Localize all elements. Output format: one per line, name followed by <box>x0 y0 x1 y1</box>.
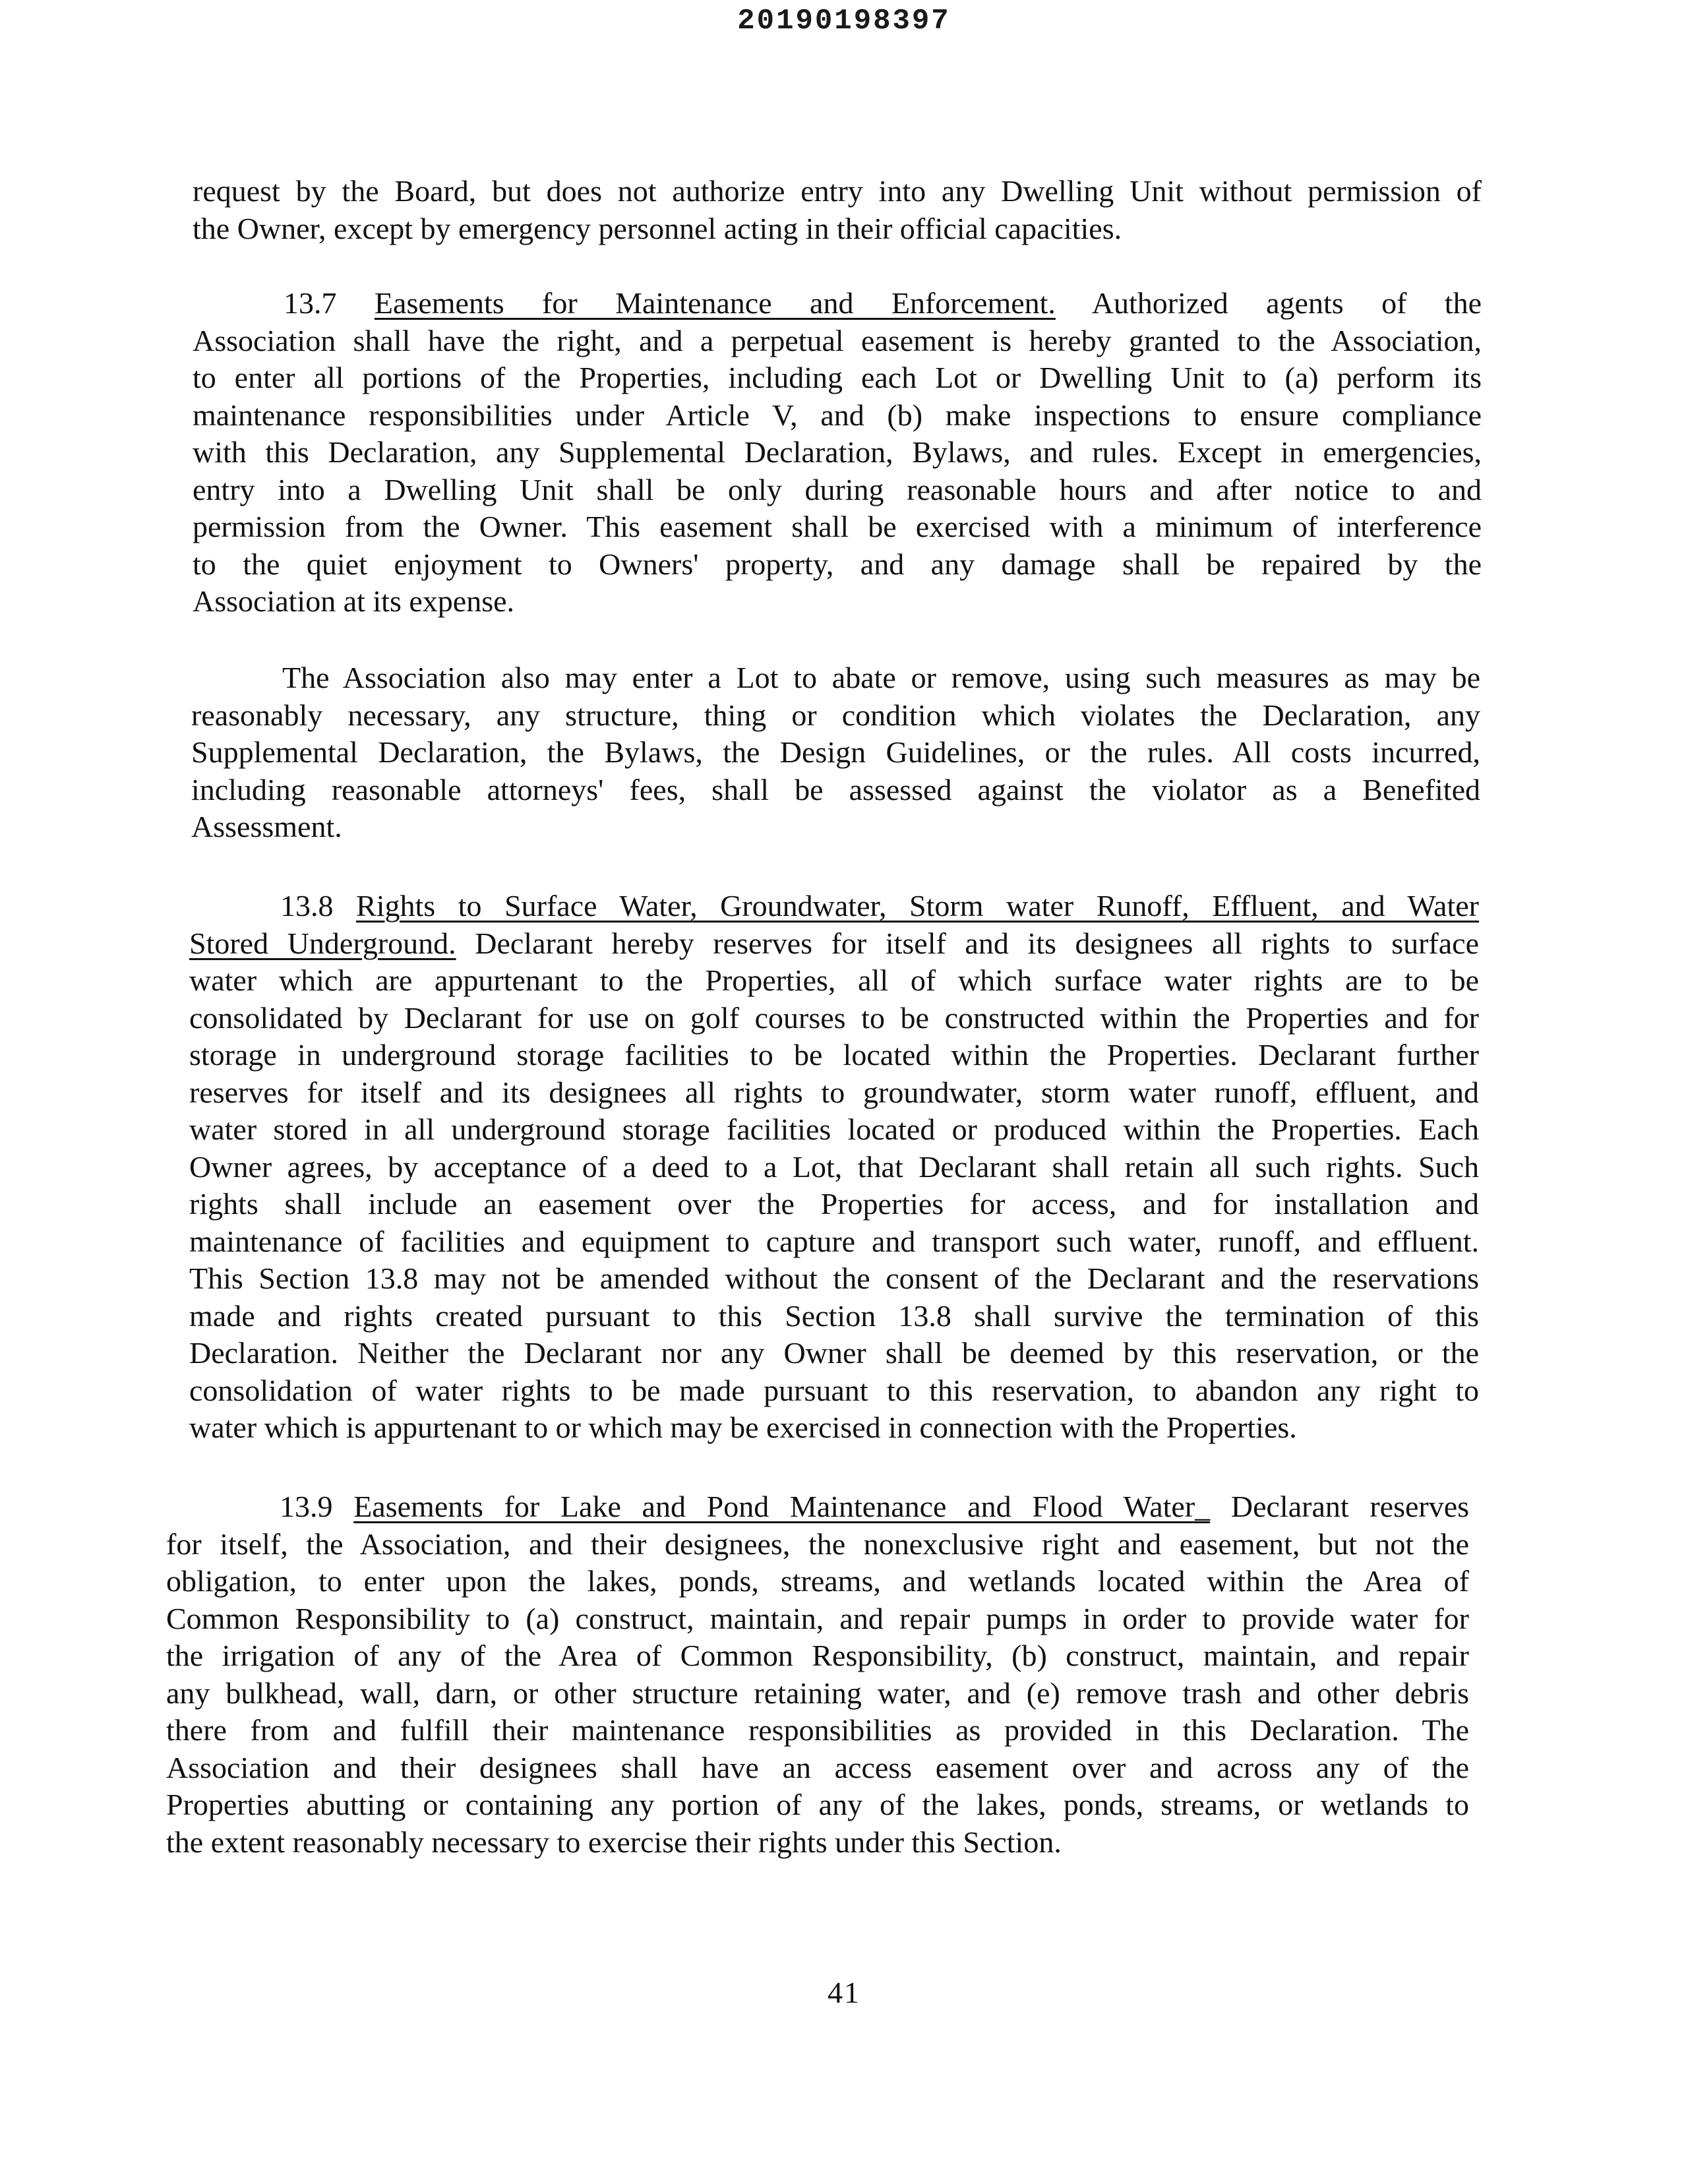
text-line: Association at its expense. <box>193 584 515 618</box>
section-number: 13.9 <box>280 1490 333 1523</box>
document-number: 20190198397 <box>737 5 951 38</box>
section-13-8 <box>189 888 1479 1447</box>
text-line: Association shall have the right, and a perpetual easement is hereby granted to the Association, <box>193 323 1482 357</box>
text-line: rights shall include an easement over the Properties for access, and for installation and <box>189 1187 1479 1221</box>
section-number: 13.7 <box>284 286 337 320</box>
text-line: permission from the Owner. This easement shall be exercised with a minimum of interference <box>193 510 1482 543</box>
text-line: any bulkhead, wall, darn, or other structure retaining water, and (e) remove trash and other debris <box>166 1676 1469 1710</box>
paragraph-association-abatement <box>191 659 1480 846</box>
text-fragment: Authorized agents of the <box>1091 286 1482 320</box>
text-line: the irrigation of any of the Area of Common Responsibility, (b) construct, maintain, and repair <box>166 1639 1469 1672</box>
text-line: maintenance responsibilities under Article V, and (b) make inspections to ensure compliance <box>193 398 1482 432</box>
text-line: to enter all portions of the Properties, including each Lot or Dwelling Unit to (a) perform its <box>193 361 1482 394</box>
page-number: 41 <box>828 1976 860 2009</box>
text-line: consolidation of water rights to be made pursuant to this reservation, to abandon any right to <box>189 1373 1479 1407</box>
text-line: for itself, the Association, and their designees, the nonexclusive right and easement, but not the <box>166 1527 1469 1561</box>
text-line: This Section 13.8 may not be amended without the consent of the Declarant and the reservations <box>189 1261 1479 1295</box>
section-second-line <box>189 925 1479 963</box>
section-heading-continued: Stored Underground. <box>189 926 456 960</box>
text-line: made and rights created pursuant to this Section 13.8 shall survive the termination of this <box>189 1298 1479 1333</box>
section-heading: Easements for Maintenance and Enforcement. <box>374 286 1056 320</box>
section-13-7 <box>193 285 1482 621</box>
text-line: there from and fulfill their maintenance responsibilities as provided in this Declaration. The <box>166 1713 1469 1747</box>
text-line: Declaration. Neither the Declarant nor any Owner shall be deemed by this reservation, or the <box>189 1336 1479 1370</box>
text-line: obligation, to enter upon the lakes, ponds, streams, and wetlands located within the Area of <box>166 1564 1469 1598</box>
text-line: to the quiet enjoyment to Owners' property, and any damage shall be repaired by the <box>193 547 1482 581</box>
text-line: the extent reasonably necessary to exercise their rights under this Section. <box>166 1825 1062 1859</box>
section-first-line <box>193 285 1482 322</box>
text-line: request by the Board, but does not authorize entry into any Dwelling Unit without permission of <box>193 174 1482 208</box>
text-fragment: Declarant reserves <box>1230 1490 1470 1523</box>
section-number: 13.8 <box>280 889 334 923</box>
section-first-line <box>166 1488 1469 1526</box>
text-line: Assessment. <box>191 810 342 843</box>
text-line: water which is appurtenant to or which may be exercised in connection with the Properties. <box>189 1410 1297 1444</box>
text-line: Common Responsibility to (a) construct, maintain, and repair pumps in order to provide water for <box>166 1601 1469 1635</box>
text-fragment: Declarant hereby reserves for itself and its designees all rights to surface <box>475 926 1480 960</box>
text-line: Supplemental Declaration, the Bylaws, the Design Guidelines, or the rules. All costs incurred, <box>191 735 1480 769</box>
paragraph-continuation <box>193 173 1482 247</box>
text-line: reserves for itself and its designees all rights to groundwater, storm water runoff, effluent, and <box>189 1075 1479 1109</box>
text-line: including reasonable attorneys' fees, shall be assessed against the violator as a Benefited <box>191 772 1480 806</box>
text-line: Properties abutting or containing any portion of any of the lakes, ponds, streams, or wetlands to <box>166 1788 1469 1821</box>
section-heading: Rights to Surface Water, Groundwater, Storm water Runoff, Effluent, and Water <box>356 889 1479 923</box>
section-first-line <box>189 888 1479 925</box>
text-line: Owner agrees, by acceptance of a deed to a Lot, that Declarant shall retain all such rights. Such <box>189 1149 1479 1184</box>
text-line: The Association also may enter a Lot to abate or remove, using such measures as may be <box>282 661 1480 694</box>
text-line: Association and their designees shall have an access easement over and across any of the <box>166 1750 1469 1784</box>
text-line: water stored in all underground storage facilities located or produced within the Properties. Each <box>189 1112 1479 1146</box>
text-line: with this Declaration, any Supplemental Declaration, Bylaws, and rules. Except in emergencies, <box>193 435 1482 469</box>
text-line: consolidated by Declarant for use on golf courses to be constructed within the Properties and for <box>189 1000 1479 1035</box>
section-heading: Easements for Lake and Pond Maintenance and Flood Water_ <box>353 1490 1211 1523</box>
text-line: storage in underground storage facilities to be located within the Properties. Declarant further <box>189 1038 1479 1072</box>
text-line: the Owner, except by emergency personnel acting in their official capacities. <box>193 211 1122 245</box>
section-13-9 <box>166 1488 1469 1861</box>
text-line: water which are appurtenant to the Properties, all of which surface water rights are to be <box>189 963 1479 997</box>
text-line: maintenance of facilities and equipment to capture and transport such water, runoff, and effluent. <box>189 1224 1479 1258</box>
text-line: reasonably necessary, any structure, thing or condition which violates the Declaration, any <box>191 698 1480 732</box>
text-line: entry into a Dwelling Unit shall be only during reasonable hours and after notice to and <box>193 472 1482 506</box>
